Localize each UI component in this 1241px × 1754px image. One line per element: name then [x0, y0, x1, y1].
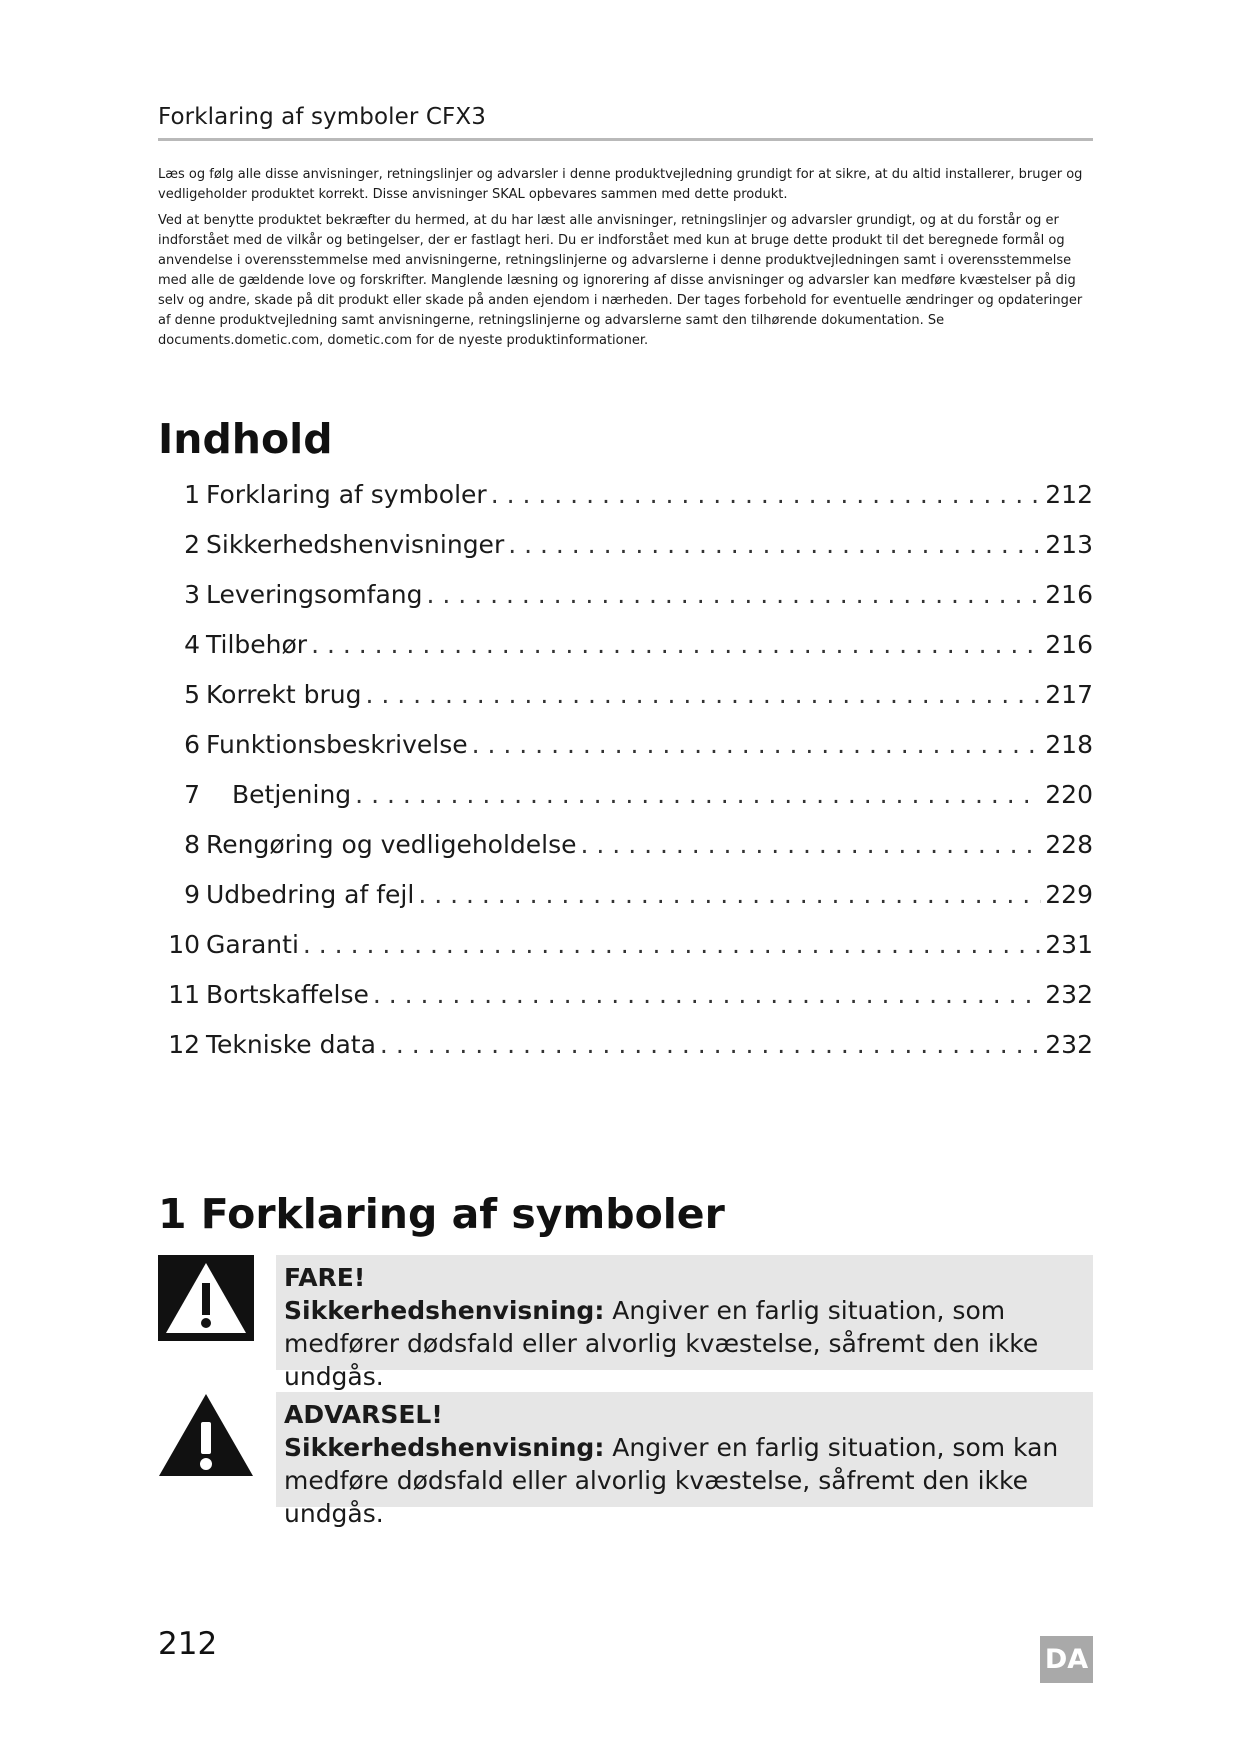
toc-entry-page: 216 [1045, 630, 1093, 659]
toc-leader-dots [373, 980, 1041, 1009]
toc-entry-page: 228 [1045, 830, 1093, 859]
toc-leader-dots [365, 680, 1041, 709]
notice-heading: FARE! [284, 1263, 366, 1292]
toc-leader-dots [491, 480, 1041, 509]
toc-entry-number: 12 [168, 1030, 200, 1059]
toc-entry-label: Funktionsbeskrivelse [206, 730, 468, 759]
toc-entry-label: Sikkerhedshenvisninger [206, 530, 505, 559]
toc-entry[interactable] [158, 530, 1093, 570]
toc-entry[interactable] [158, 680, 1093, 720]
toc-entry[interactable] [158, 930, 1093, 970]
toc-leader-dots [303, 930, 1041, 959]
toc-entry[interactable] [158, 780, 1093, 820]
toc-entry[interactable] [158, 880, 1093, 920]
toc-entry[interactable] [158, 980, 1093, 1020]
toc-entry-label: Rengøring og vedligeholdelse [206, 830, 577, 859]
toc-entry-label: Garanti [206, 930, 299, 959]
danger-warning-icon [158, 1255, 254, 1341]
toc-leader-dots [355, 780, 1041, 809]
toc-entry-page: 232 [1045, 1030, 1093, 1059]
toc-leader-dots [418, 880, 1041, 909]
running-header: Forklaring af symboler CFX3 [158, 104, 1093, 141]
toc-entry[interactable] [158, 580, 1093, 620]
toc-entry-label: Tekniske data [206, 1030, 376, 1059]
toc-entry-label: Forklaring af symboler [206, 480, 487, 509]
toc-entry-page: 218 [1045, 730, 1093, 759]
toc-entry[interactable] [158, 730, 1093, 770]
toc-entry-page: 220 [1045, 780, 1093, 809]
notice-text: Angiver en farlig situation, som kan medføre dødsfald eller alvorlig kvæstelse, såfremt den ikke undgås. [284, 1433, 1059, 1528]
notice-lead: Sikkerhedshenvisning: [284, 1433, 605, 1462]
toc-entry-label: Tilbehør [206, 630, 308, 659]
toc-leader-dots [380, 1030, 1041, 1059]
danger-notice-box [276, 1255, 1093, 1391]
section-title: 1 Forklaring af symboler [158, 1190, 725, 1238]
toc-entry-number: 2 [184, 530, 200, 559]
toc-entry-page: 213 [1045, 530, 1093, 559]
toc-entry-page: 229 [1045, 880, 1093, 909]
toc-entry-number: 3 [184, 580, 200, 609]
toc-entry-page: 217 [1045, 680, 1093, 709]
toc-entry-label: Betjening [232, 780, 352, 809]
intro-paragraph: Ved at benytte produktet bekræfter du hermed, at du har læst alle anvisninger, retningslinjer og advarsler grundigt, og at du forstår og er indforstået med de vilkår og betingelser, der er fastlagt heri. Du er indforstået med kun at bruge dette produkt til det beregnede formål og anvendelse i overensstemmelse med anvisningerne, retningslinjerne og advarslerne i denne produktvejledningen samt i overensstemmelse med alle de gældende love og forskrifter. Manglende læsning og ignorering af disse anvisninger og advarsler kan medføre kvæstelser på dig selv og andre, skade på dit produkt eller skade på anden ejendom i nærheden. Der tages forbehold for eventuelle ændringer og opdateringer af denne produktvejledning samt anvisningerne, retningslinjerne og advarslerne samt den tilhørende dokumentation. Se documents.dometic.com, dometic.com for de nyeste produktinformationer. [158, 213, 1083, 348]
intro-text [158, 165, 1093, 357]
toc-entry-label: Udbedring af fejl [206, 880, 415, 909]
toc-entry-page: 212 [1045, 480, 1093, 509]
page-number: 212 [158, 1626, 218, 1662]
notice-lead: Sikkerhedshenvisning: [284, 1296, 605, 1325]
toc-leader-dots [508, 530, 1041, 559]
toc-entry-number: 11 [168, 980, 200, 1009]
toc-entry[interactable] [158, 1030, 1093, 1070]
toc-leader-dots [427, 580, 1042, 609]
toc-entry-number: 6 [184, 730, 200, 759]
toc-leader-dots [311, 630, 1041, 659]
warning-notice [158, 1392, 1093, 1528]
danger-notice [158, 1255, 1093, 1391]
toc-entry-number: 7 [184, 780, 200, 809]
toc-entry-number: 1 [184, 480, 200, 509]
toc-entry-page: 232 [1045, 980, 1093, 1009]
toc-entry[interactable] [158, 630, 1093, 670]
intro-paragraph: Læs og følg alle disse anvisninger, retningslinjer og advarsler i denne produktvejledning grundigt for at sikre, at du altid installerer, bruger og vedligeholder produktet korrekt. Disse anvisninger SKAL opbevares sammen med dette produkt. [158, 167, 1083, 202]
notice-heading: ADVARSEL! [284, 1400, 443, 1429]
toc-entry[interactable] [158, 830, 1093, 870]
toc-entry-page: 216 [1045, 580, 1093, 609]
toc-entry-number: 5 [184, 680, 200, 709]
toc-entry-number: 4 [184, 630, 200, 659]
toc-title: Indhold [158, 415, 333, 463]
toc-entry-number: 9 [184, 880, 200, 909]
toc-entry-number: 10 [168, 930, 200, 959]
warning-triangle-icon [158, 1392, 254, 1478]
toc-entry[interactable] [158, 480, 1093, 520]
toc-entry-label: Korrekt brug [206, 680, 362, 709]
toc-entry-page: 231 [1045, 930, 1093, 959]
notice-text: Angiver en farlig situation, som medfører dødsfald eller alvorlig kvæstelse, såfremt den ikke undgås. [284, 1296, 1039, 1391]
toc-entry-number: 8 [184, 830, 200, 859]
toc-entry-label: Bortskaffelse [206, 980, 369, 1009]
toc-entry-label: Leveringsomfang [206, 580, 423, 609]
toc-leader-dots [472, 730, 1041, 759]
language-badge: DA [1040, 1636, 1093, 1683]
warning-notice-box [276, 1392, 1093, 1528]
toc-leader-dots [581, 830, 1041, 859]
